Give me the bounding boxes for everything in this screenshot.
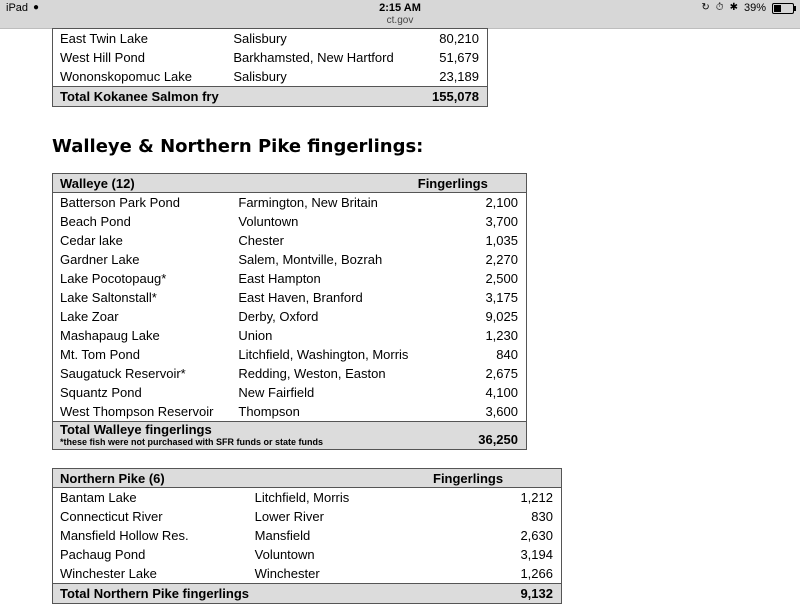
pike-header-row [53,469,562,488]
pike-total-label: Total Northern Pike fingerlings [53,584,430,604]
walleye-count: 4,100 [485,385,518,400]
walleye-lake-name: Mashapaug Lake [60,328,160,343]
wifi-icon: ● [33,2,40,13]
kokanee-lake-name: Wononskopomuc Lake [60,69,193,84]
pike-count: 1,212 [520,490,553,505]
walleye-count: 3,700 [485,214,518,229]
kokanee-total-row [53,87,488,107]
pike-lake-name: Bantam Lake [60,490,137,505]
orientation-lock-icon: ↻ [701,2,710,13]
kokanee-lake-name: West Hill Pond [60,50,146,65]
walleye-location: New Fairfield [238,385,315,400]
walleye-lake-name: Gardner Lake [60,252,140,267]
pike-lake-name: Mansfield Hollow Res. [60,528,189,543]
walleye-lake-name: Squantz Pond [60,385,142,400]
device-name: iPad [6,2,29,14]
pike-header-col: Fingerlings [429,469,562,488]
pike-count: 830 [531,509,553,524]
battery-fill [774,5,781,12]
pike-total-row [53,584,562,604]
walleye-table [52,173,527,450]
kokanee-total-label: Total Kokanee Salmon fry [53,87,412,107]
walleye-header-col: Fingerlings [414,174,527,193]
pike-location: Voluntown [254,547,315,562]
walleye-lake-name: Beach Pond [60,214,131,229]
pike-lake-name: Connecticut River [60,509,163,524]
walleye-header-row [53,174,527,193]
walleye-location: Litchfield, Washington, Morris [238,347,409,362]
walleye-lake-name: Saugatuck Reservoir* [60,366,186,381]
walleye-lake-name: Batterson Park Pond [60,195,180,210]
battery-percent: 39% [743,2,766,14]
walleye-lake-name: Lake Pocotopaug* [60,271,167,286]
walleye-count: 3,175 [485,290,518,305]
walleye-total-row [53,422,527,450]
section-title: Walleye & Northern Pike fingerlings: [52,136,424,157]
status-bar [0,0,800,29]
walleye-location: Derby, Oxford [238,309,319,324]
walleye-location: East Haven, Branford [238,290,363,305]
pike-row [53,526,562,545]
kokanee-location: Salisbury [233,69,287,84]
walleye-row [53,193,527,213]
status-time: 2:15 AM [379,2,421,14]
pike-row [53,488,562,508]
kokanee-count: 51,679 [439,50,479,65]
bluetooth-icon: ✱ [729,2,738,13]
walleye-lake-name: Mt. Tom Pond [60,347,140,362]
walleye-total-label: Total Walleye fingerlings [60,422,212,437]
walleye-count: 840 [496,347,518,362]
walleye-row [53,364,527,383]
walleye-header-label: Walleye (12) [53,174,414,193]
walleye-row [53,345,527,364]
walleye-lake-name: Cedar lake [60,233,123,248]
pike-table [52,468,562,604]
walleye-count: 1,230 [485,328,518,343]
pike-count: 1,266 [520,566,553,581]
walleye-row [53,288,527,307]
pike-lake-name: Pachaug Pond [60,547,146,562]
kokanee-row [53,29,488,49]
walleye-location: Thompson [238,404,300,419]
pike-row [53,507,562,526]
walleye-location: Redding, Weston, Easton [238,366,386,381]
kokanee-row [53,48,488,67]
address-url[interactable]: ct.gov [386,15,414,26]
alarm-icon: ⏱ [715,2,724,13]
kokanee-total-value: 155,078 [411,87,487,107]
walleye-count: 2,675 [485,366,518,381]
walleye-row [53,383,527,402]
walleye-row [53,212,527,231]
pike-row [53,564,562,584]
walleye-location: Farmington, New Britain [238,195,378,210]
walleye-location: Chester [238,233,284,248]
walleye-lake-name: Lake Saltonstall* [60,290,157,305]
pike-location: Litchfield, Morris [254,490,350,505]
kokanee-count: 80,210 [439,31,479,46]
walleye-row [53,402,527,422]
walleye-count: 3,600 [485,404,518,419]
walleye-location: Voluntown [238,214,299,229]
kokanee-row [53,67,488,87]
walleye-row [53,326,527,345]
walleye-row [53,250,527,269]
pike-count: 3,194 [520,547,553,562]
walleye-total-cell [53,422,414,450]
walleye-lake-name: Lake Zoar [60,309,119,324]
walleye-location: Union [238,328,273,343]
pike-row [53,545,562,564]
walleye-row [53,307,527,326]
kokanee-lake-name: East Twin Lake [60,31,148,46]
status-right [701,2,794,14]
pike-location: Winchester [254,566,320,581]
walleye-location: East Hampton [238,271,321,286]
pike-location: Lower River [254,509,324,524]
pike-total-value: 9,132 [429,584,562,604]
kokanee-table [52,28,488,107]
kokanee-location: Salisbury [233,31,287,46]
pike-header-label: Northern Pike (6) [53,469,430,488]
pike-lake-name: Winchester Lake [60,566,157,581]
walleye-count: 2,270 [485,252,518,267]
pike-location: Mansfield [254,528,311,543]
walleye-count: 2,500 [485,271,518,286]
battery-icon [772,3,794,14]
pike-count: 2,630 [520,528,553,543]
walleye-lake-name: West Thompson Reservoir [60,404,214,419]
walleye-total-value: 36,250 [414,422,527,450]
walleye-count: 9,025 [485,309,518,324]
walleye-total-note: *these fish were not purchased with SFR funds or state funds [60,437,324,447]
walleye-row [53,269,527,288]
kokanee-count: 23,189 [439,69,479,84]
walleye-location: Salem, Montville, Bozrah [238,252,383,267]
walleye-row [53,231,527,250]
walleye-count: 2,100 [485,195,518,210]
kokanee-location: Barkhamsted, New Hartford [233,50,394,65]
walleye-count: 1,035 [485,233,518,248]
